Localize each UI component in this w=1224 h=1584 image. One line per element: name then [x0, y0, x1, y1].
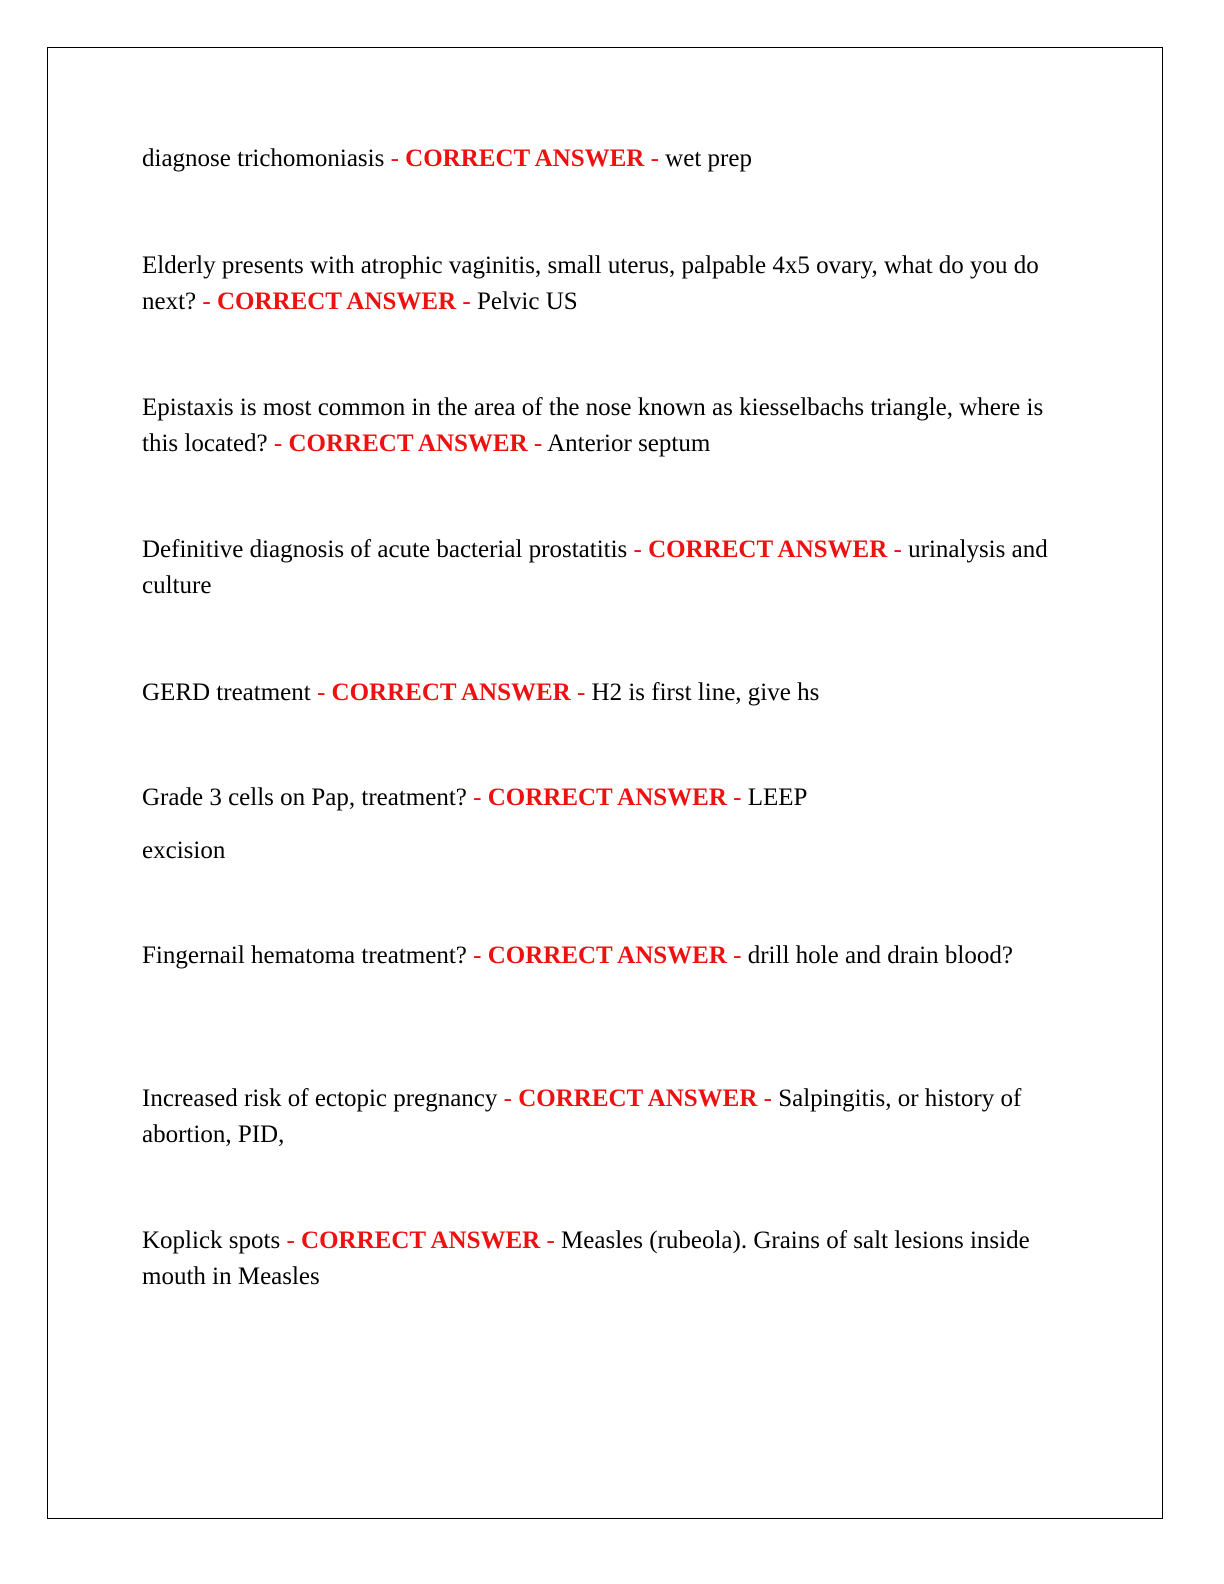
separator: -	[503, 1085, 512, 1112]
answer-text: Salpingitis, or history of abortion, PID,	[142, 1085, 1022, 1148]
question-text: Epistaxis is most common in the area of the nose known as kiesselbachs triangle, where is this located?	[142, 394, 1044, 457]
question-text: Grade 3 cells on Pap, treatment?	[142, 784, 467, 811]
answer-label: CORRECT ANSWER	[487, 784, 727, 811]
separator: -	[390, 145, 399, 172]
separator: -	[893, 536, 902, 563]
question-text: GERD treatment	[142, 679, 311, 706]
answer-text: Anterior septum	[547, 430, 711, 457]
answer-text: Measles (rubeola). Grains of salt lesions inside mouth in Measles	[142, 1227, 1030, 1290]
answer-label: CORRECT ANSWER	[216, 288, 457, 315]
answer-text: LEEP	[747, 784, 808, 811]
separator: -	[633, 536, 642, 563]
separator: -	[462, 288, 471, 315]
answer-label: CORRECT ANSWER	[405, 145, 645, 172]
question-text: Fingernail hematoma treatment?	[142, 942, 467, 969]
answer-text: Pelvic US	[476, 288, 578, 315]
separator: -	[473, 942, 482, 969]
answer-label: CORRECT ANSWER	[648, 536, 888, 563]
qa-item-pap	[142, 780, 1072, 816]
answer-text: drill hole and drain blood?	[747, 942, 1013, 969]
separator: -	[733, 942, 742, 969]
separator: -	[733, 784, 742, 811]
separator: -	[473, 784, 482, 811]
qa-item-atrophic-vaginitis	[142, 248, 1072, 320]
qa-item-koplick	[142, 1223, 1072, 1295]
qa-item-epistaxis	[142, 390, 1072, 462]
qa-item-gerd	[142, 675, 1072, 711]
qa-item-fingernail	[142, 938, 1072, 974]
separator: -	[576, 679, 586, 706]
answer-label: CORRECT ANSWER	[518, 1085, 758, 1112]
separator: -	[650, 145, 659, 172]
qa-item-trichomoniasis	[142, 141, 1072, 177]
qa-item-ectopic	[142, 1081, 1072, 1153]
answer-text: wet prep	[665, 145, 752, 172]
question-text: Koplick spots	[142, 1227, 281, 1254]
question-text: Elderly presents with atrophic vaginitis, small uterus, palpable 4x5 ovary, what do you do next?	[142, 252, 1039, 315]
answer-text: urinalysis and culture	[142, 536, 1048, 599]
qa-item-prostatitis	[142, 532, 1072, 604]
separator: -	[546, 1227, 555, 1254]
separator: -	[763, 1085, 772, 1112]
separator: -	[286, 1227, 295, 1254]
separator: -	[533, 430, 543, 457]
answer-text: H2 is first line, give hs	[591, 679, 820, 706]
separator: -	[316, 679, 326, 706]
separator: -	[202, 288, 211, 315]
separator: -	[273, 430, 283, 457]
answer-label: CORRECT ANSWER	[288, 430, 528, 457]
answer-label: CORRECT ANSWER	[487, 942, 727, 969]
question-text: Increased risk of ectopic pregnancy	[142, 1085, 498, 1112]
answer-label: CORRECT ANSWER	[301, 1227, 541, 1254]
answer-label: CORRECT ANSWER	[331, 679, 571, 706]
question-text: diagnose trichomoniasis	[142, 145, 385, 172]
question-text: Definitive diagnosis of acute bacterial prostatitis	[142, 536, 628, 563]
answer-continuation: excision	[142, 837, 226, 864]
